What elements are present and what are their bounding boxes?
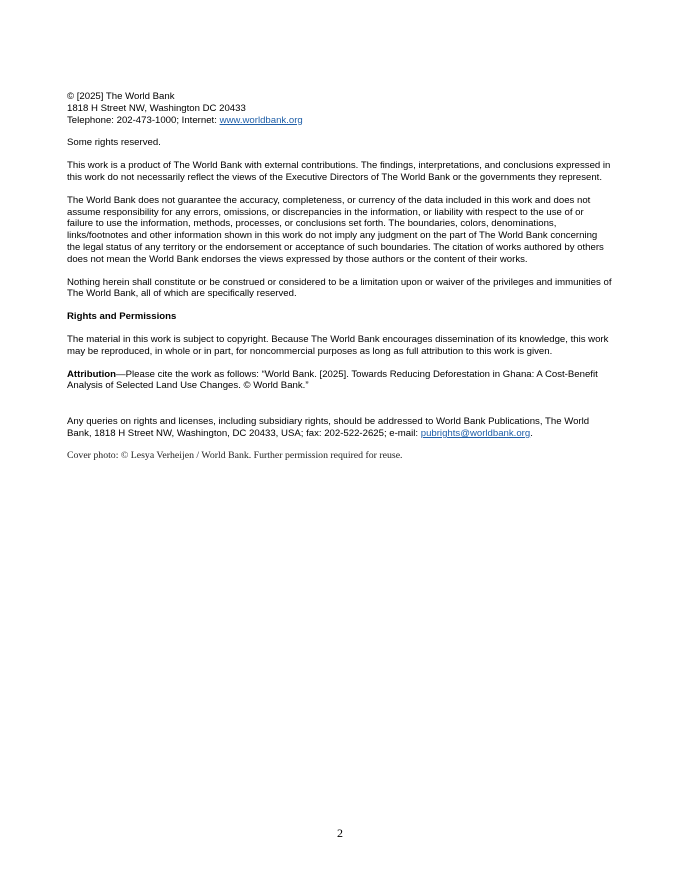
copyright-page — [67, 91, 612, 462]
page-number: 2 — [337, 826, 343, 840]
attribution-paragraph — [67, 369, 612, 393]
contact-line — [67, 115, 612, 127]
worldbank-website-link[interactable]: www.worldbank.org — [219, 114, 303, 126]
publisher-block — [67, 91, 612, 126]
rights-reserved-text: Some rights reserved. — [67, 137, 161, 149]
telephone-text: Telephone: 202-473-1000; Internet: — [67, 114, 220, 126]
disclaimer-paragraph-1: This work is a product of The World Bank with external contributions. The findings, interpretations, and conclusions expressed in this work do not necessarily reflect the views of the Executive Directors of The World Bank or the governments they represent. — [67, 160, 611, 183]
queries-text: Any queries on rights and licenses, including subsidiary rights, should be addressed to World Bank Publications, The World Bank, 1818 H Street NW, Washington, DC 20433, USA; fax: 202-522-2625; e-mail: — [67, 416, 590, 439]
attribution-label: Attribution — [67, 368, 117, 380]
queries-paragraph — [67, 416, 612, 440]
cover-photo-credit: Cover photo: © Lesya Verheijen / World Bank. Further permission required for reuse. — [67, 449, 403, 461]
queries-end: . — [530, 427, 533, 439]
disclaimer-paragraph-2: The World Bank does not guarantee the accuracy, completeness, or currency of the data included in this work and does not assume responsibility for any errors, omissions, or discrepancies in the information, or liability with respect to the use of or failure to use the information, methods, processes, or conclusions set forth. The boundaries, colors, denominations, links/footnotes and other information shown in this work do not imply any judgment on the part of The World Bank concerning the legal status of any territory or the endorsement or acceptance of such boundaries. The citation of works authored by others does not mean the World Bank endorses the views expressed by those authors or the content of their works. — [67, 194, 604, 265]
rights-permissions-paragraph: The material in this work is subject to copyright. Because The World Bank encourages dissemination of its knowledge, this work may be reproduced, in whole or in part, for noncommercial purposes as long as full attribution to this work is given. — [67, 333, 609, 357]
attribution-text: —Please cite the work as follows: “World Bank. [2025]. Towards Reducing Deforestation in Ghana: A Cost-Benefit Analysis of Selected Land Use Changes. © World Bank.” — [67, 368, 598, 392]
pubrights-email-link[interactable]: pubrights@worldbank.org — [420, 427, 531, 439]
rights-permissions-heading: Rights and Permissions — [67, 311, 177, 323]
copyright-line: © [2025] The World Bank — [67, 91, 175, 102]
address-line: 1818 H Street NW, Washington DC 20433 — [67, 102, 246, 114]
privileges-paragraph: Nothing herein shall constitute or be construed or considered to be a limitation upon or waiver of the privileges and immunities of The World Bank, all of which are specifically reserved. — [67, 276, 612, 300]
